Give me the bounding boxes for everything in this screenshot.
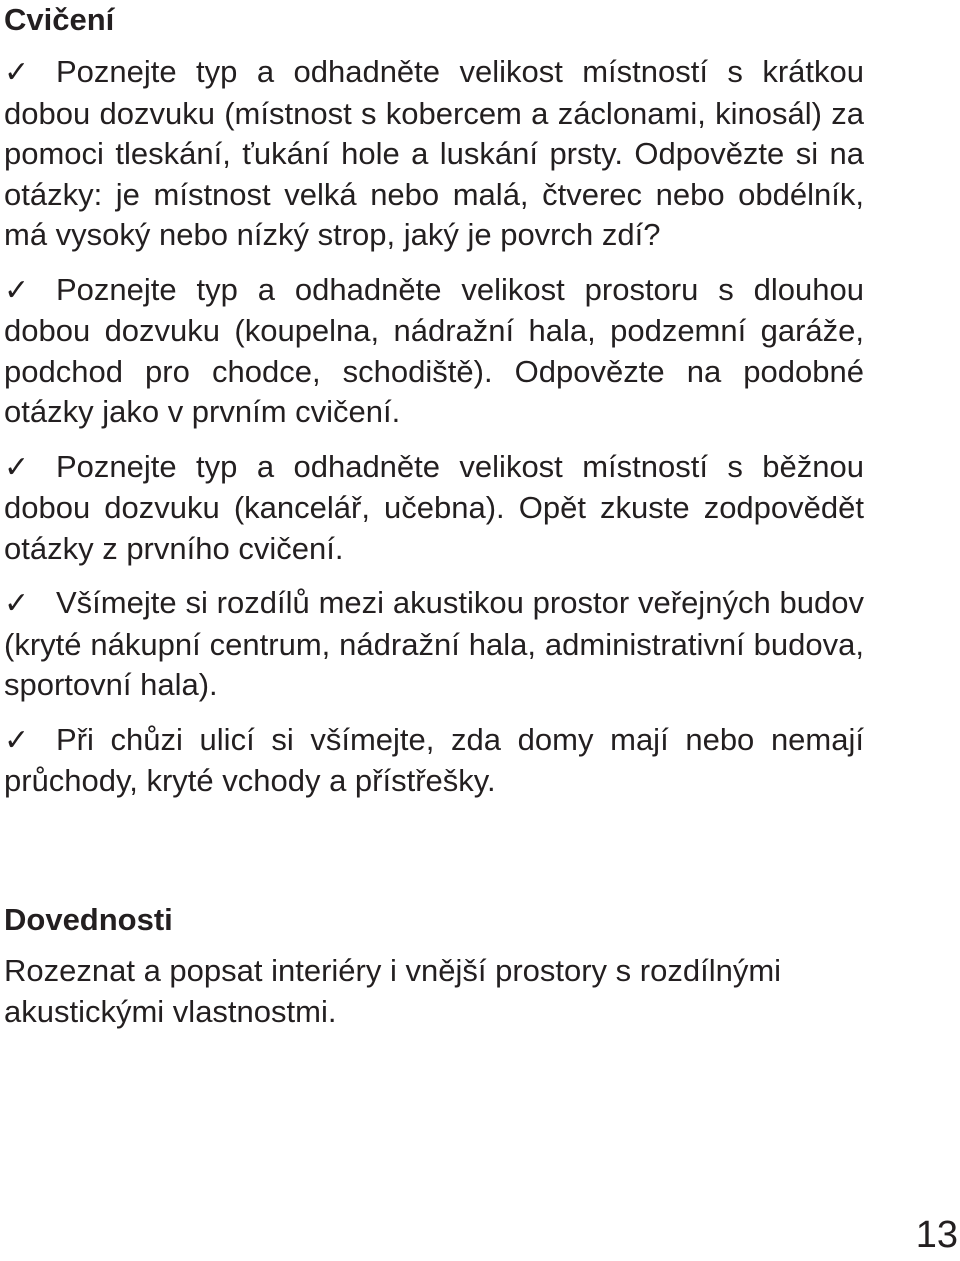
exercise-text: Poznejte typ a odhadněte velikost místností s krátkou dobou dozvuku (místnost s kobercem a záclonami, kinosál) za pomoci tleskání, ťukání hole a luskání prsty. Odpovězte si na otázky: je místnost velká nebo malá, čtverec nebo obdélník, má vysoký nebo nízký strop, jaký je povrch zdí? bbox=[4, 54, 864, 252]
check-mark-icon: ✓ bbox=[4, 273, 30, 307]
exercise-item bbox=[4, 447, 864, 570]
exercise-item bbox=[4, 270, 864, 433]
exercise-text: Poznejte typ a odhadněte velikost místností s běžnou dobou dozvuku (kancelář, učebna). Opět zkuste zodpovědět otázky z prvního cvičení. bbox=[4, 448, 864, 566]
exercise-text: Při chůzi ulicí si všímejte, zda domy mají nebo nemají průchody, kryté vchody a přístřešky. bbox=[4, 721, 864, 798]
check-mark-icon: ✓ bbox=[4, 723, 30, 757]
exercise-list bbox=[4, 52, 864, 816]
exercises-heading: Cvičení bbox=[4, 2, 115, 37]
page-number: 13 bbox=[915, 1214, 958, 1256]
exercise-item bbox=[4, 583, 864, 706]
check-mark-icon: ✓ bbox=[4, 587, 30, 620]
exercise-item bbox=[4, 52, 864, 256]
exercise-text: Všímejte si rozdílů mezi akustikou prostor veřejných budov (kryté nákupní centrum, nádražní hala, administrativní budova, sportovní hala). bbox=[4, 585, 864, 702]
skills-text: Rozeznat a popsat interiéry i vnější prostory s rozdílnými akustickými vlastnostmi. bbox=[4, 953, 782, 1029]
skills-heading: Dovednosti bbox=[4, 902, 173, 937]
check-mark-icon: ✓ bbox=[4, 56, 30, 89]
exercise-item bbox=[4, 720, 864, 802]
check-mark-icon: ✓ bbox=[4, 450, 30, 484]
exercise-text: Poznejte typ a odhadněte velikost prostoru s dlouhou dobou dozvuku (koupelna, nádražní hala, podzemní garáže, podchod pro chodce, schodiště). Odpovězte na podobné otázky jako v prvním cvičení. bbox=[4, 271, 864, 429]
